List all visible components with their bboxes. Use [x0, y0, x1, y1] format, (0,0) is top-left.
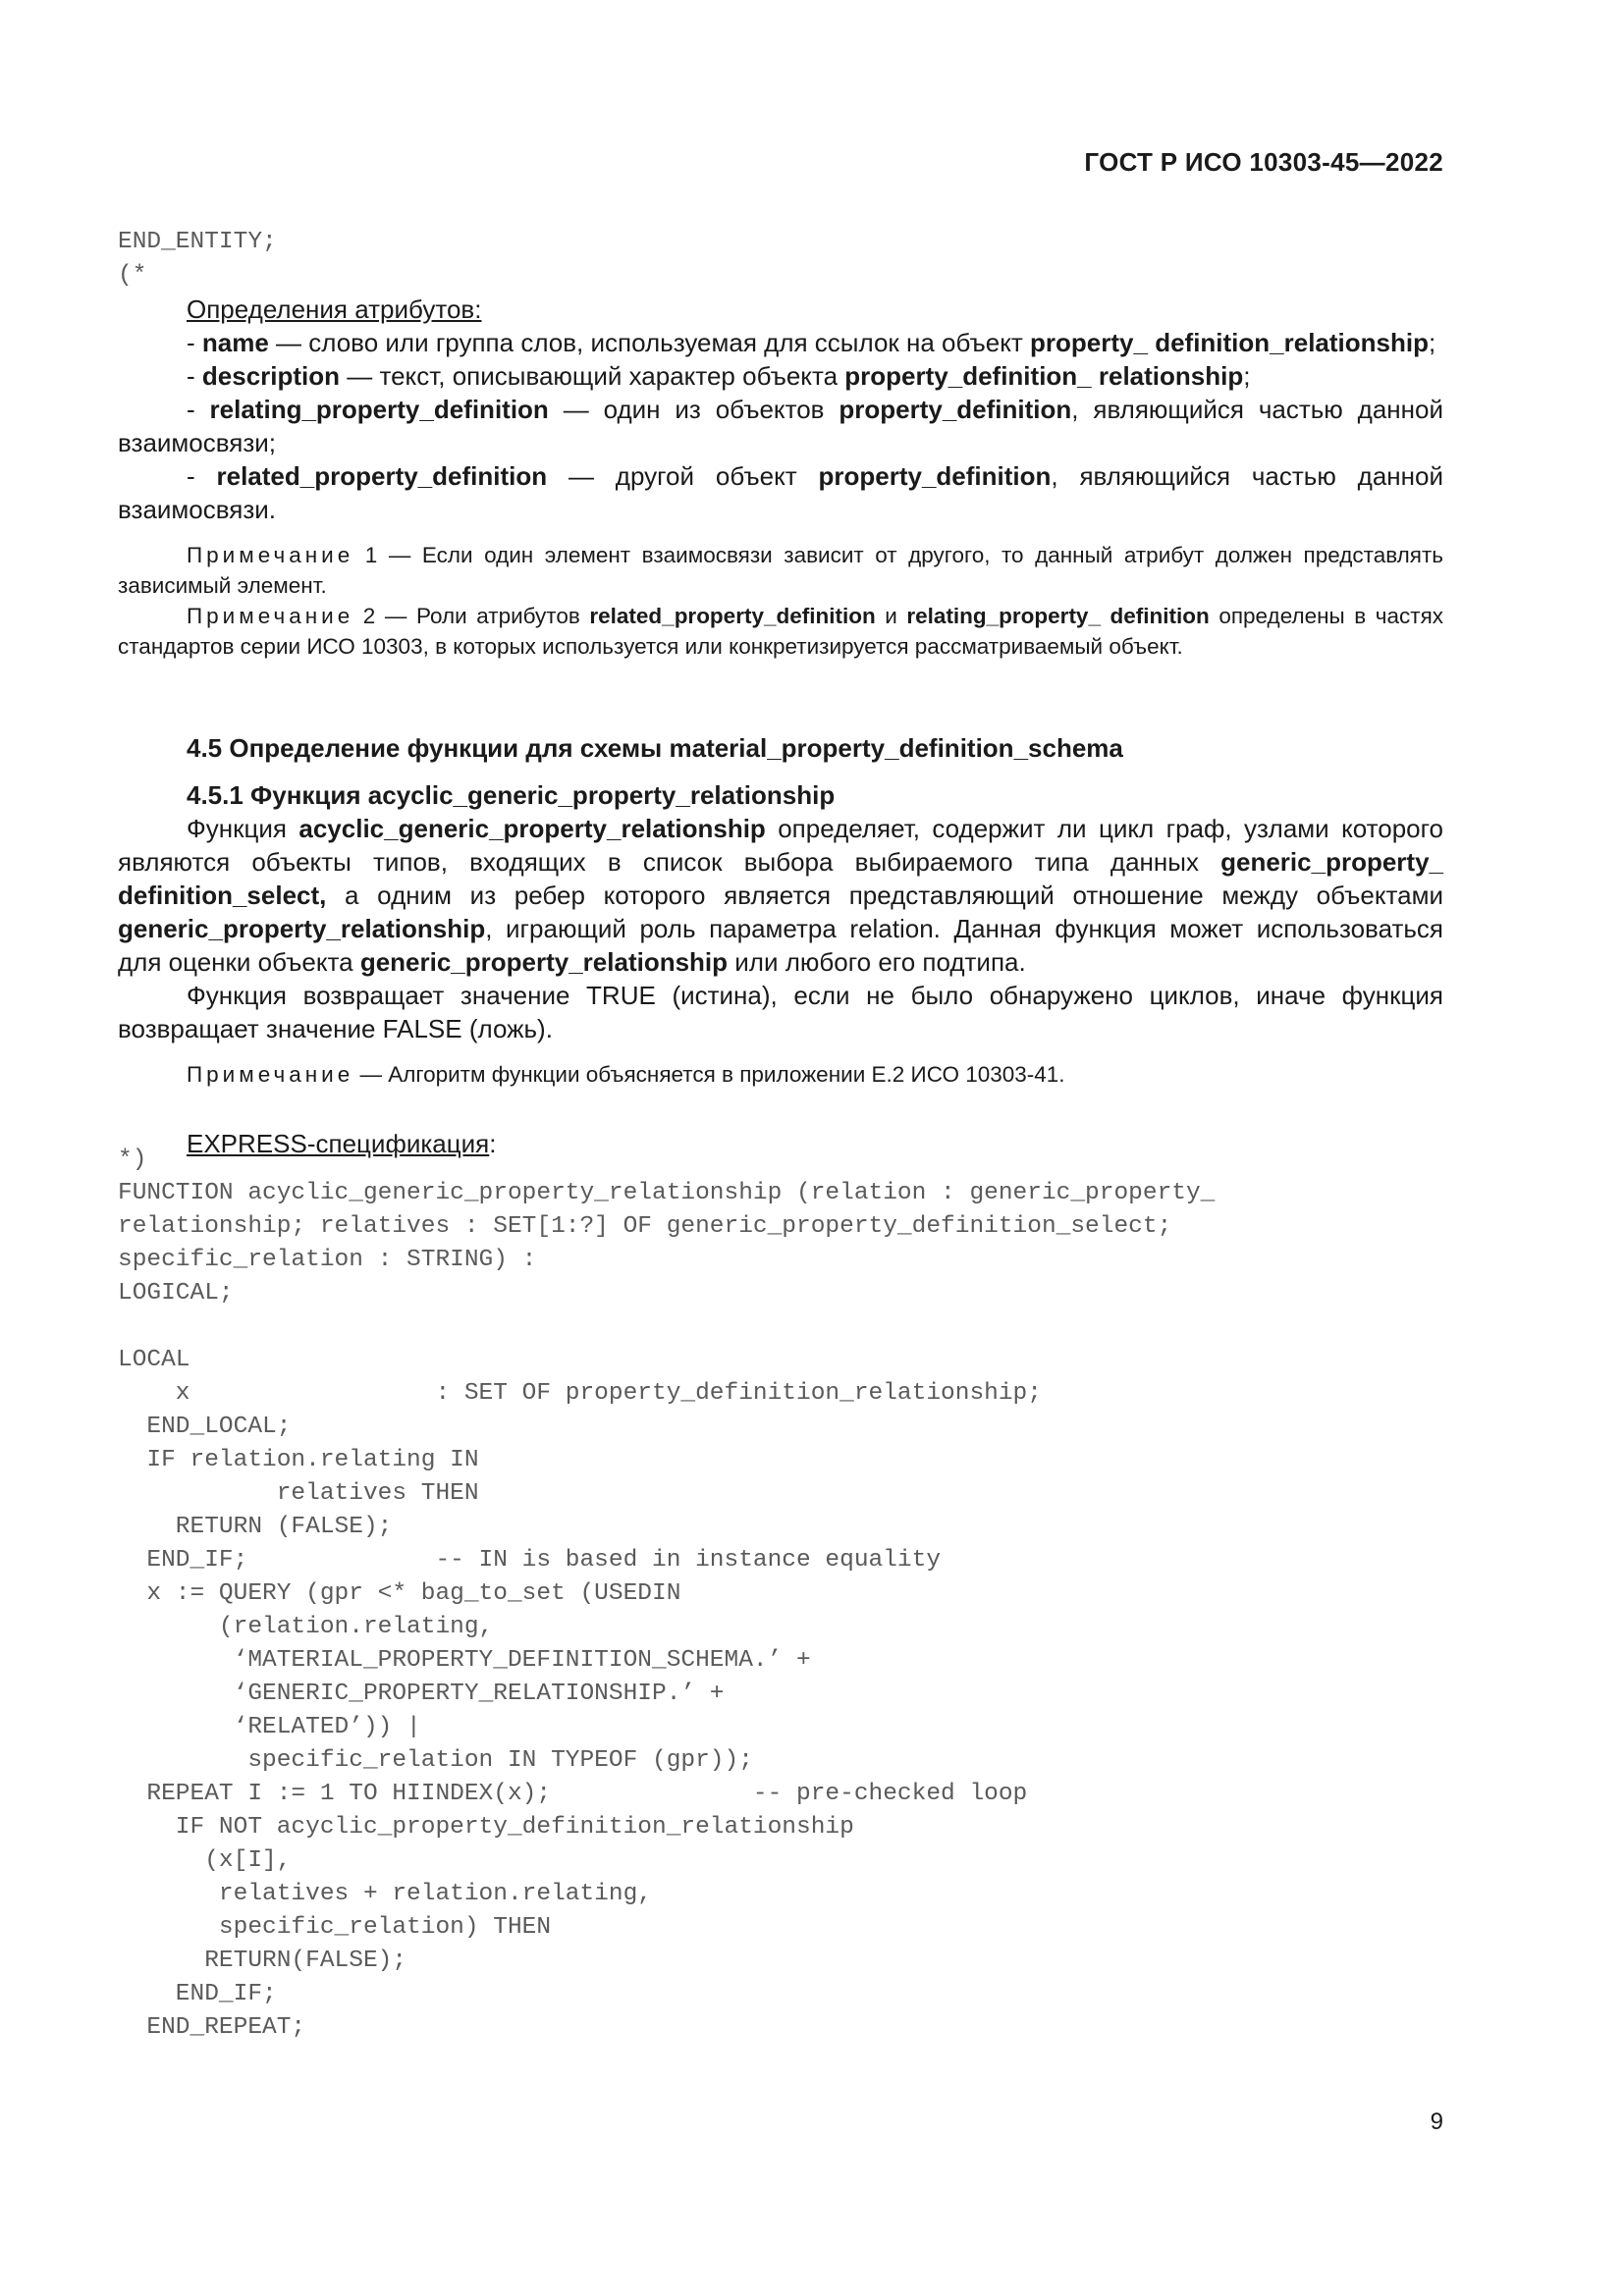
- code-line: IF NOT acyclic_property_definition_relationship: [118, 1814, 854, 1841]
- attr-name: - name — слово или группа слов, используемая для ссылок на объект property_ definition_relationship;: [187, 328, 1436, 357]
- standard-header: ГОСТ Р ИСО 10303-45—2022: [1084, 147, 1443, 177]
- code-line: END_IF;: [118, 1981, 277, 2007]
- code-line: RETURN(FALSE);: [118, 1948, 407, 1974]
- code-line: specific_relation) THEN: [118, 1914, 552, 1941]
- express-code-block: [118, 1144, 1443, 2045]
- function-return: Функция возвращает значение TRUE (истина), если не было обнаружено циклов, иначе функция возвращает значение FALSE (ложь).: [118, 981, 1443, 1043]
- section-block: [118, 731, 1443, 1160]
- code-line: relationship; relatives : SET[1:?] OF generic_property_definition_select;: [118, 1213, 1172, 1240]
- code-line: END_LOCAL;: [118, 1414, 292, 1440]
- code-line: (x[I],: [118, 1847, 292, 1874]
- code-line: relatives THEN: [118, 1480, 479, 1507]
- attributes-block: [118, 226, 1443, 662]
- code-line: x : SET OF property_definition_relationship;: [118, 1380, 1042, 1407]
- code-line: ‘MATERIAL_PROPERTY_DEFINITION_SCHEMA.’ +: [118, 1647, 811, 1674]
- attributes-title: Определения атрибутов:: [187, 294, 482, 324]
- code-line: *): [118, 1147, 147, 1173]
- page-number: 9: [1430, 2109, 1443, 2135]
- code-line: LOCAL: [118, 1347, 190, 1373]
- function-description: Функция acyclic_generic_property_relationship определяет, содержит ли цикл граф, узлами которого являются объекты типов, входящих в список выбора выбираемого типа данных generic_property_ definition_select, а одним из ребер которого является представляющий отношение между объектами generic_property_relationship, играющий роль параметра relation. Данная функция может использоваться для оценки объекта generic_property_relationship или любого его подтипа.: [118, 814, 1443, 977]
- code-comment-open: (*: [118, 262, 147, 289]
- section-title: 4.5 Определение функции для схемы material_property_definition_schema: [187, 733, 1123, 763]
- document-page: [118, 0, 1443, 2296]
- code-line: x := QUERY (gpr <* bag_to_set (USEDIN: [118, 1580, 681, 1607]
- code-line: IF relation.relating IN: [118, 1447, 479, 1473]
- subsection-title: 4.5.1 Функция acyclic_generic_property_relationship: [187, 780, 836, 810]
- code-line: (relation.relating,: [118, 1614, 494, 1640]
- code-line: END_REPEAT;: [118, 2014, 306, 2041]
- code-line: specific_relation IN TYPEOF (gpr));: [118, 1747, 753, 1774]
- code-line: REPEAT I := 1 TO HIINDEX(x); -- pre-checked loop: [118, 1781, 1028, 1807]
- code-end-entity: END_ENTITY;: [118, 229, 277, 255]
- note-2: Примечание 2 — Роли атрибутов related_property_definition и relating_property_ definition определены в частях стандартов серии ИСО 10303, в которых используется или конкретизируется рассматриваемый объект.: [118, 604, 1444, 659]
- attr-related: - related_property_definition — другой объект property_definition, являющийся частью данной взаимосвязи.: [118, 461, 1443, 524]
- code-line: ‘GENERIC_PROPERTY_RELATIONSHIP.’ +: [118, 1681, 725, 1707]
- code-lines: [118, 1144, 1443, 2045]
- express-title: EXPRESS-спецификация:: [187, 1129, 497, 1158]
- code-line: ‘RELATED’)) |: [118, 1714, 421, 1740]
- code-line: FUNCTION acyclic_generic_property_relationship (relation : generic_property_: [118, 1180, 1216, 1206]
- attr-relating: - relating_property_definition — один из объектов property_definition, являющийся частью данной взаимосвязи;: [118, 395, 1444, 457]
- code-line: [118, 1310, 1443, 1344]
- attr-description: - description — текст, описывающий характер объекта property_definition_ relationship;: [187, 361, 1251, 391]
- algorithm-note: Примечание — Алгоритм функции объясняется в приложении Е.2 ИСО 10303-41.: [187, 1062, 1065, 1087]
- code-line: relatives + relation.relating,: [118, 1881, 652, 1907]
- code-line: specific_relation : STRING) :: [118, 1247, 537, 1273]
- code-line: END_IF; -- IN is based in instance equality: [118, 1547, 942, 1574]
- code-line: LOGICAL;: [118, 1280, 234, 1307]
- code-line: RETURN (FALSE);: [118, 1514, 393, 1540]
- note-1: Примечание 1 — Если один элемент взаимосвязи зависит от другого, то данный атрибут должен представлять зависимый элемент.: [118, 543, 1443, 598]
